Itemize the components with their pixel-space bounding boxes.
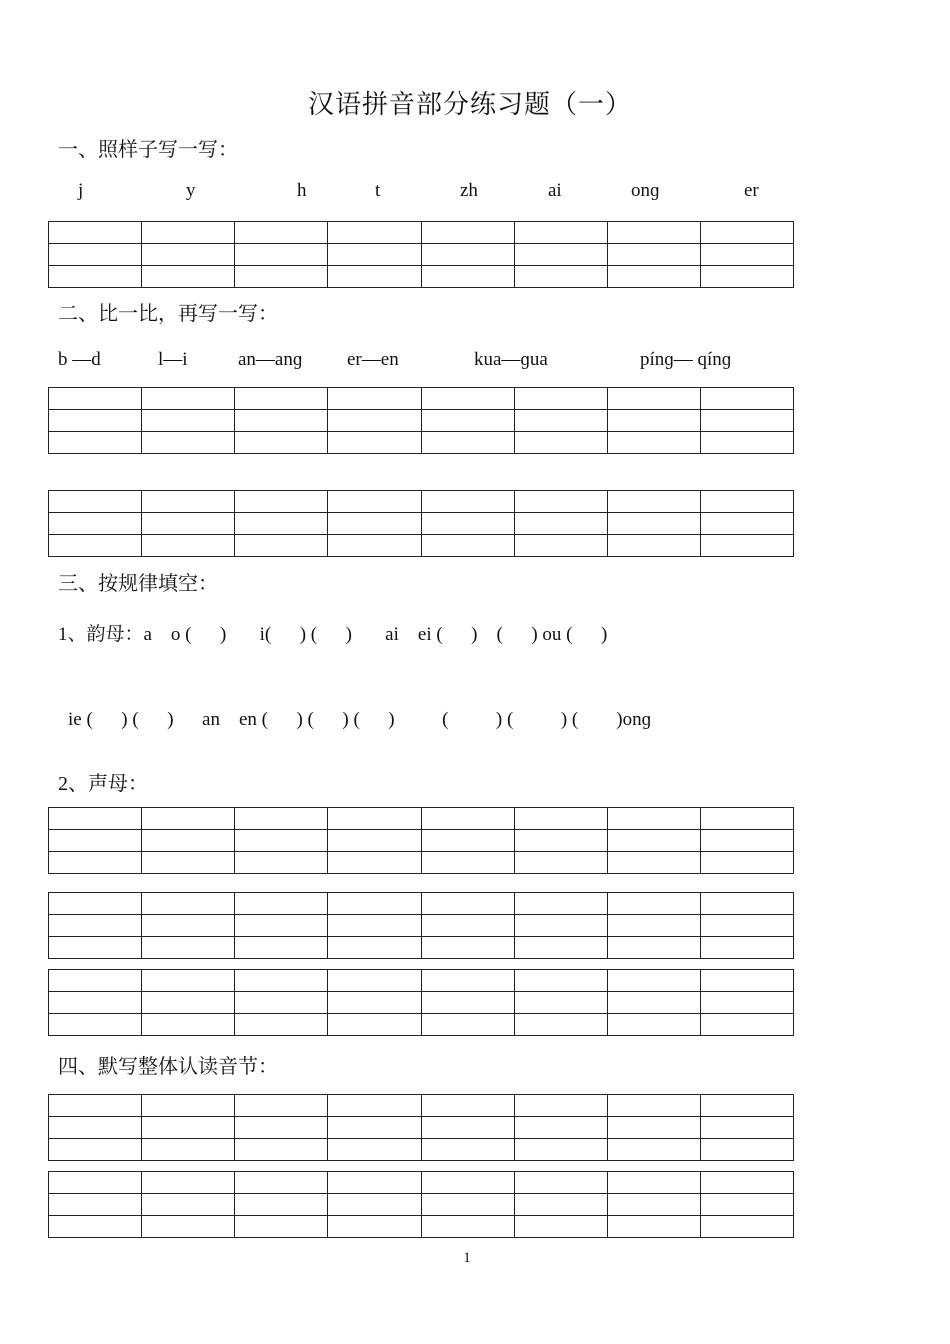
grid-cell[interactable] xyxy=(607,222,700,244)
grid-cell[interactable] xyxy=(49,410,142,432)
grid-cell[interactable] xyxy=(700,830,793,852)
grid-cell[interactable] xyxy=(328,1095,421,1117)
grid-cell[interactable] xyxy=(328,808,421,830)
grid-cell[interactable] xyxy=(421,535,514,557)
grid-cell[interactable] xyxy=(142,222,235,244)
grid-cell[interactable] xyxy=(607,432,700,454)
grid-cell[interactable] xyxy=(142,970,235,992)
grid-row xyxy=(49,915,794,937)
grid-cell[interactable] xyxy=(49,1172,142,1194)
pinyin-example: onɡ xyxy=(631,180,660,201)
writing-grid[interactable] xyxy=(48,387,794,454)
grid-cell[interactable] xyxy=(607,244,700,266)
grid-row xyxy=(49,808,794,830)
grid-cell[interactable] xyxy=(142,915,235,937)
grid-cell[interactable] xyxy=(142,535,235,557)
grid-cell[interactable] xyxy=(49,1095,142,1117)
grid-cell[interactable] xyxy=(514,1194,607,1216)
grid-cell[interactable] xyxy=(235,1014,328,1036)
grid-cell[interactable] xyxy=(142,1014,235,1036)
grid-cell[interactable] xyxy=(514,830,607,852)
grid-cell[interactable] xyxy=(49,992,142,1014)
writing-grid[interactable] xyxy=(48,221,794,288)
grid-cell[interactable] xyxy=(235,1095,328,1117)
grid-cell[interactable] xyxy=(700,915,793,937)
grid-cell[interactable] xyxy=(607,808,700,830)
grid-cell[interactable] xyxy=(514,222,607,244)
writing-grid[interactable] xyxy=(48,969,794,1036)
grid-cell[interactable] xyxy=(607,1172,700,1194)
grid-cell[interactable] xyxy=(142,1172,235,1194)
grid-row xyxy=(49,830,794,852)
grid-cell[interactable] xyxy=(607,1216,700,1238)
page-number: 1 xyxy=(463,1250,471,1266)
grid-cell[interactable] xyxy=(142,432,235,454)
grid-cell[interactable] xyxy=(235,915,328,937)
pinyin-pair: an—anɡ xyxy=(238,349,303,370)
grid-cell[interactable] xyxy=(328,1172,421,1194)
grid-cell[interactable] xyxy=(607,535,700,557)
grid-cell[interactable] xyxy=(607,852,700,874)
initials-subheading: 2、声母： xyxy=(58,773,148,795)
grid-cell[interactable] xyxy=(700,937,793,959)
grid-cell[interactable] xyxy=(142,992,235,1014)
grid-cell[interactable] xyxy=(49,1216,142,1238)
grid-cell[interactable] xyxy=(142,388,235,410)
grid-row xyxy=(49,513,794,535)
grid-row xyxy=(49,970,794,992)
pinyin-pair: er—en xyxy=(347,349,399,370)
grid-cell[interactable] xyxy=(421,513,514,535)
grid-cell[interactable] xyxy=(235,388,328,410)
grid-cell[interactable] xyxy=(700,388,793,410)
pinyin-example: er xyxy=(744,180,759,201)
grid-cell[interactable] xyxy=(235,852,328,874)
grid-cell[interactable] xyxy=(514,535,607,557)
grid-cell[interactable] xyxy=(328,1194,421,1216)
grid-row xyxy=(49,1014,794,1036)
grid-cell[interactable] xyxy=(235,266,328,288)
grid-cell[interactable] xyxy=(235,1117,328,1139)
pinyin-example: ai xyxy=(548,180,562,201)
grid-cell[interactable] xyxy=(49,222,142,244)
grid-cell[interactable] xyxy=(142,1216,235,1238)
grid-cell[interactable] xyxy=(142,491,235,513)
grid-cell[interactable] xyxy=(607,1194,700,1216)
pinyin-example: h xyxy=(297,180,307,201)
grid-cell[interactable] xyxy=(514,432,607,454)
grid-row xyxy=(49,266,794,288)
grid-cell[interactable] xyxy=(328,893,421,915)
grid-cell[interactable] xyxy=(421,388,514,410)
writing-grid[interactable] xyxy=(48,1171,794,1238)
grid-cell[interactable] xyxy=(328,1014,421,1036)
grid-cell[interactable] xyxy=(142,244,235,266)
grid-row xyxy=(49,937,794,959)
grid-row xyxy=(49,992,794,1014)
grid-cell[interactable] xyxy=(49,1139,142,1161)
grid-cell[interactable] xyxy=(514,388,607,410)
grid-cell[interactable] xyxy=(235,970,328,992)
grid-cell[interactable] xyxy=(700,513,793,535)
grid-row xyxy=(49,535,794,557)
grid-cell[interactable] xyxy=(235,244,328,266)
grid-cell[interactable] xyxy=(328,1117,421,1139)
grid-cell[interactable] xyxy=(514,893,607,915)
pinyin-pair: l—i xyxy=(158,349,188,370)
grid-cell[interactable] xyxy=(700,432,793,454)
grid-cell[interactable] xyxy=(700,222,793,244)
grid-row xyxy=(49,1172,794,1194)
grid-cell[interactable] xyxy=(514,808,607,830)
grid-cell[interactable] xyxy=(235,410,328,432)
grid-cell[interactable] xyxy=(142,266,235,288)
grid-cell[interactable] xyxy=(49,1014,142,1036)
grid-cell[interactable] xyxy=(700,491,793,513)
grid-cell[interactable] xyxy=(700,970,793,992)
grid-cell[interactable] xyxy=(700,808,793,830)
section-1-heading: 一、照样子写一写： xyxy=(58,139,238,161)
grid-cell[interactable] xyxy=(514,244,607,266)
grid-cell[interactable] xyxy=(421,491,514,513)
grid-cell[interactable] xyxy=(49,970,142,992)
grid-cell[interactable] xyxy=(421,1014,514,1036)
grid-cell[interactable] xyxy=(328,410,421,432)
grid-cell[interactable] xyxy=(607,992,700,1014)
grid-cell[interactable] xyxy=(142,808,235,830)
grid-row xyxy=(49,410,794,432)
grid-row xyxy=(49,1194,794,1216)
grid-cell[interactable] xyxy=(514,266,607,288)
grid-row xyxy=(49,432,794,454)
grid-row xyxy=(49,852,794,874)
grid-cell[interactable] xyxy=(142,513,235,535)
grid-cell[interactable] xyxy=(49,266,142,288)
grid-cell[interactable] xyxy=(607,1095,700,1117)
grid-cell[interactable] xyxy=(49,432,142,454)
grid-cell[interactable] xyxy=(514,491,607,513)
grid-cell[interactable] xyxy=(421,808,514,830)
grid-cell[interactable] xyxy=(514,1095,607,1117)
grid-cell[interactable] xyxy=(235,1216,328,1238)
grid-cell[interactable] xyxy=(607,937,700,959)
grid-cell[interactable] xyxy=(49,937,142,959)
grid-cell[interactable] xyxy=(607,830,700,852)
grid-row xyxy=(49,244,794,266)
grid-cell[interactable] xyxy=(235,1139,328,1161)
pinyin-example: y xyxy=(186,180,196,201)
grid-cell[interactable] xyxy=(328,432,421,454)
grid-cell[interactable] xyxy=(328,970,421,992)
grid-cell[interactable] xyxy=(49,535,142,557)
grid-cell[interactable] xyxy=(700,852,793,874)
grid-cell[interactable] xyxy=(514,1139,607,1161)
grid-row xyxy=(49,491,794,513)
grid-cell[interactable] xyxy=(328,830,421,852)
grid-cell[interactable] xyxy=(421,222,514,244)
grid-row xyxy=(49,222,794,244)
grid-cell[interactable] xyxy=(607,1014,700,1036)
grid-cell[interactable] xyxy=(421,1139,514,1161)
grid-cell[interactable] xyxy=(421,432,514,454)
grid-cell[interactable] xyxy=(514,992,607,1014)
grid-cell[interactable] xyxy=(607,970,700,992)
grid-cell[interactable] xyxy=(421,937,514,959)
grid-cell[interactable] xyxy=(49,808,142,830)
grid-cell[interactable] xyxy=(514,915,607,937)
grid-cell[interactable] xyxy=(49,893,142,915)
grid-cell[interactable] xyxy=(700,410,793,432)
grid-cell[interactable] xyxy=(421,1095,514,1117)
grid-cell[interactable] xyxy=(700,244,793,266)
grid-cell[interactable] xyxy=(421,1172,514,1194)
grid-cell[interactable] xyxy=(235,1194,328,1216)
grid-cell[interactable] xyxy=(142,1139,235,1161)
grid-cell[interactable] xyxy=(328,388,421,410)
page-title: 汉语拼音部分练习题（一） xyxy=(307,90,632,119)
grid-cell[interactable] xyxy=(235,992,328,1014)
grid-cell[interactable] xyxy=(142,1095,235,1117)
grid-row xyxy=(49,1216,794,1238)
grid-cell[interactable] xyxy=(142,1194,235,1216)
grid-cell[interactable] xyxy=(142,1117,235,1139)
grid-cell[interactable] xyxy=(514,1172,607,1194)
writing-grid[interactable] xyxy=(48,490,794,557)
grid-cell[interactable] xyxy=(514,937,607,959)
grid-cell[interactable] xyxy=(49,915,142,937)
grid-cell[interactable] xyxy=(328,491,421,513)
grid-cell[interactable] xyxy=(49,830,142,852)
grid-cell[interactable] xyxy=(607,410,700,432)
section-3-heading: 三、按规律填空： xyxy=(58,573,218,595)
grid-row xyxy=(49,1117,794,1139)
grid-cell[interactable] xyxy=(421,970,514,992)
pinyin-example: j xyxy=(78,180,84,201)
grid-cell[interactable] xyxy=(514,1216,607,1238)
pinyin-pair: pínɡ— qínɡ xyxy=(640,349,732,370)
grid-cell[interactable] xyxy=(328,222,421,244)
grid-cell[interactable] xyxy=(700,1216,793,1238)
grid-cell[interactable] xyxy=(700,893,793,915)
grid-cell[interactable] xyxy=(700,535,793,557)
grid-cell[interactable] xyxy=(49,491,142,513)
grid-cell[interactable] xyxy=(421,1216,514,1238)
grid-cell[interactable] xyxy=(421,1194,514,1216)
pinyin-pair: b —d xyxy=(58,349,101,370)
grid-cell[interactable] xyxy=(421,830,514,852)
grid-cell[interactable] xyxy=(514,1117,607,1139)
grid-cell[interactable] xyxy=(328,915,421,937)
writing-grid[interactable] xyxy=(48,892,794,959)
grid-cell[interactable] xyxy=(142,410,235,432)
pinyin-example: zh xyxy=(460,180,478,201)
grid-cell[interactable] xyxy=(235,535,328,557)
grid-cell[interactable] xyxy=(607,1117,700,1139)
grid-cell[interactable] xyxy=(142,893,235,915)
grid-cell[interactable] xyxy=(328,1216,421,1238)
grid-cell[interactable] xyxy=(700,1172,793,1194)
grid-cell[interactable] xyxy=(235,893,328,915)
writing-grid[interactable] xyxy=(48,807,794,874)
section-4-heading: 四、默写整体认读音节： xyxy=(58,1056,278,1078)
grid-cell[interactable] xyxy=(700,266,793,288)
grid-cell[interactable] xyxy=(49,1194,142,1216)
grid-cell[interactable] xyxy=(700,1117,793,1139)
grid-cell[interactable] xyxy=(328,244,421,266)
grid-cell[interactable] xyxy=(421,992,514,1014)
grid-cell[interactable] xyxy=(607,388,700,410)
grid-cell[interactable] xyxy=(421,244,514,266)
section-2-heading: 二、比一比，再写一写： xyxy=(58,303,278,325)
writing-grid[interactable] xyxy=(48,1094,794,1161)
vowel-sequence-line-1: 1、韵母：a o ( ) i( ) ( ) ai ei ( ) ( ) ou ( ) xyxy=(58,624,608,645)
grid-cell[interactable] xyxy=(328,937,421,959)
grid-cell[interactable] xyxy=(700,1139,793,1161)
grid-cell[interactable] xyxy=(328,852,421,874)
grid-cell[interactable] xyxy=(49,244,142,266)
grid-cell[interactable] xyxy=(514,513,607,535)
grid-cell[interactable] xyxy=(607,513,700,535)
grid-row xyxy=(49,893,794,915)
grid-cell[interactable] xyxy=(421,852,514,874)
grid-cell[interactable] xyxy=(421,1117,514,1139)
grid-row xyxy=(49,1095,794,1117)
grid-cell[interactable] xyxy=(235,222,328,244)
grid-cell[interactable] xyxy=(49,388,142,410)
grid-cell[interactable] xyxy=(514,970,607,992)
grid-cell[interactable] xyxy=(49,1117,142,1139)
grid-cell[interactable] xyxy=(700,1014,793,1036)
grid-cell[interactable] xyxy=(235,432,328,454)
grid-cell[interactable] xyxy=(328,535,421,557)
grid-cell[interactable] xyxy=(235,830,328,852)
grid-cell[interactable] xyxy=(49,513,142,535)
grid-row xyxy=(49,388,794,410)
grid-cell[interactable] xyxy=(235,937,328,959)
grid-cell[interactable] xyxy=(328,266,421,288)
grid-cell[interactable] xyxy=(421,893,514,915)
pinyin-example: t xyxy=(375,180,381,201)
grid-cell[interactable] xyxy=(142,937,235,959)
grid-cell[interactable] xyxy=(235,491,328,513)
grid-cell[interactable] xyxy=(421,915,514,937)
grid-cell[interactable] xyxy=(700,1095,793,1117)
grid-cell[interactable] xyxy=(328,513,421,535)
grid-cell[interactable] xyxy=(607,1139,700,1161)
grid-cell[interactable] xyxy=(142,852,235,874)
grid-cell[interactable] xyxy=(328,992,421,1014)
grid-cell[interactable] xyxy=(607,915,700,937)
grid-cell[interactable] xyxy=(328,1139,421,1161)
pinyin-pair: kua—ɡua xyxy=(474,349,548,370)
grid-cell[interactable] xyxy=(514,1014,607,1036)
grid-cell[interactable] xyxy=(421,410,514,432)
grid-cell[interactable] xyxy=(607,893,700,915)
grid-cell[interactable] xyxy=(700,1194,793,1216)
grid-cell[interactable] xyxy=(514,410,607,432)
grid-cell[interactable] xyxy=(514,852,607,874)
grid-cell[interactable] xyxy=(49,852,142,874)
grid-cell[interactable] xyxy=(235,1172,328,1194)
vowel-sequence-line-2: ie ( ) ( ) an en ( ) ( ) ( ) ( ) ( ) ( )onɡ xyxy=(68,709,652,730)
grid-cell[interactable] xyxy=(700,992,793,1014)
grid-cell[interactable] xyxy=(142,830,235,852)
grid-cell[interactable] xyxy=(235,808,328,830)
grid-row xyxy=(49,1139,794,1161)
grid-cell[interactable] xyxy=(607,491,700,513)
grid-cell[interactable] xyxy=(421,266,514,288)
grid-cell[interactable] xyxy=(607,266,700,288)
grid-cell[interactable] xyxy=(235,513,328,535)
